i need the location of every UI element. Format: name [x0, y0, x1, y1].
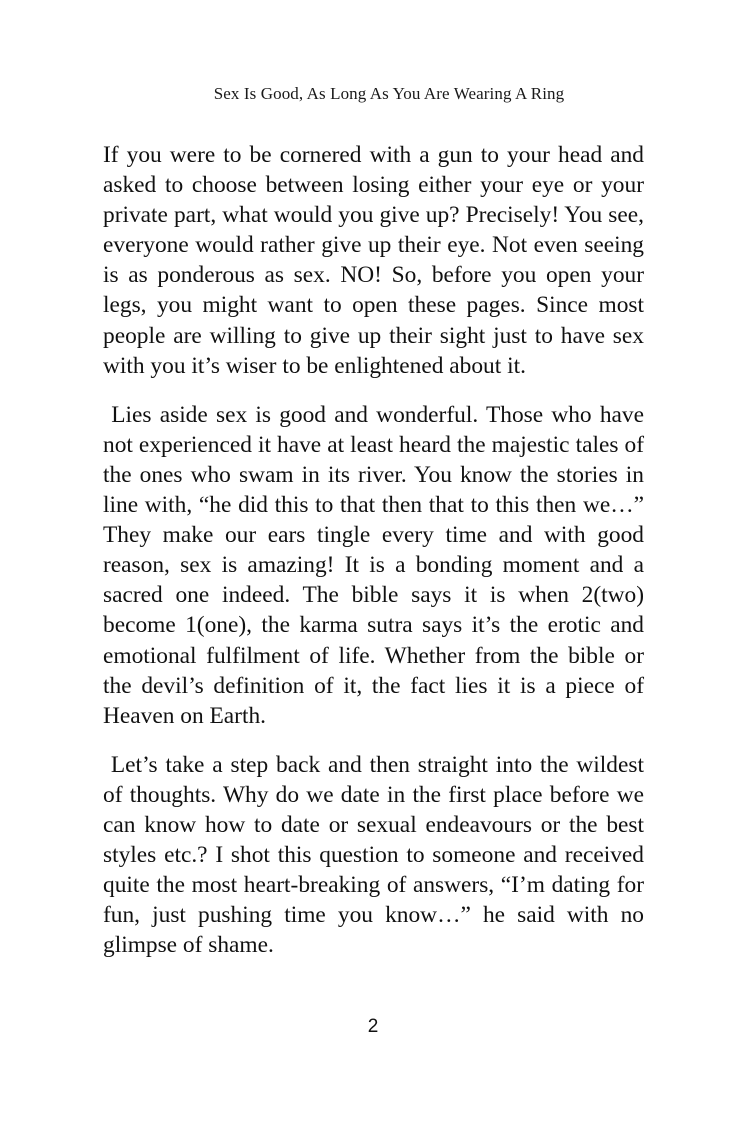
paragraph-2: Lies aside sex is good and wonderful. Those who have not experienced it have at least heard the majestic tales of the ones who swam in its river. You know the stories in line with, “he did this to that then that to this then we…” They make our ears tingle every time and with good reason, sex is amazing! It is a bonding moment and a sacred one indeed. The bible says it is when 2(two) become 1(one), the karma sutra says it’s the erotic and emotional fulfilment of life. Whether from the bible or the devil’s definition of it, the fact lies it is a piece of Heaven on Earth.	[103, 401, 644, 729]
paragraph-3: Let’s take a step back and then straight into the wildest of thoughts. Why do we date in the first place before we can know how to date or sexual endeavours or the best styles etc.? I shot this question to someone and received quite the most heart-breaking of answers, “I’m dating for fun, just pushing time you know…” he said with no glimpse of shame.	[103, 751, 644, 959]
body-text	[103, 140, 644, 960]
running-header-title: Sex Is Good, As Long As You Are Wearing A Ring	[213, 84, 565, 103]
paragraph-1: If you were to be cornered with a gun to your head and asked to choose between losing either your eye or your private part, what would you give up? Precisely! You see, everyone would rather give up their eye. Not even seeing is as ponderous as sex. NO! So, before you open your legs, you might want to open these pages. Since most people are willing to give up their sight just to have sex with you it’s wiser to be enlightened about it.	[103, 142, 644, 379]
page-number: 2	[367, 1016, 379, 1037]
